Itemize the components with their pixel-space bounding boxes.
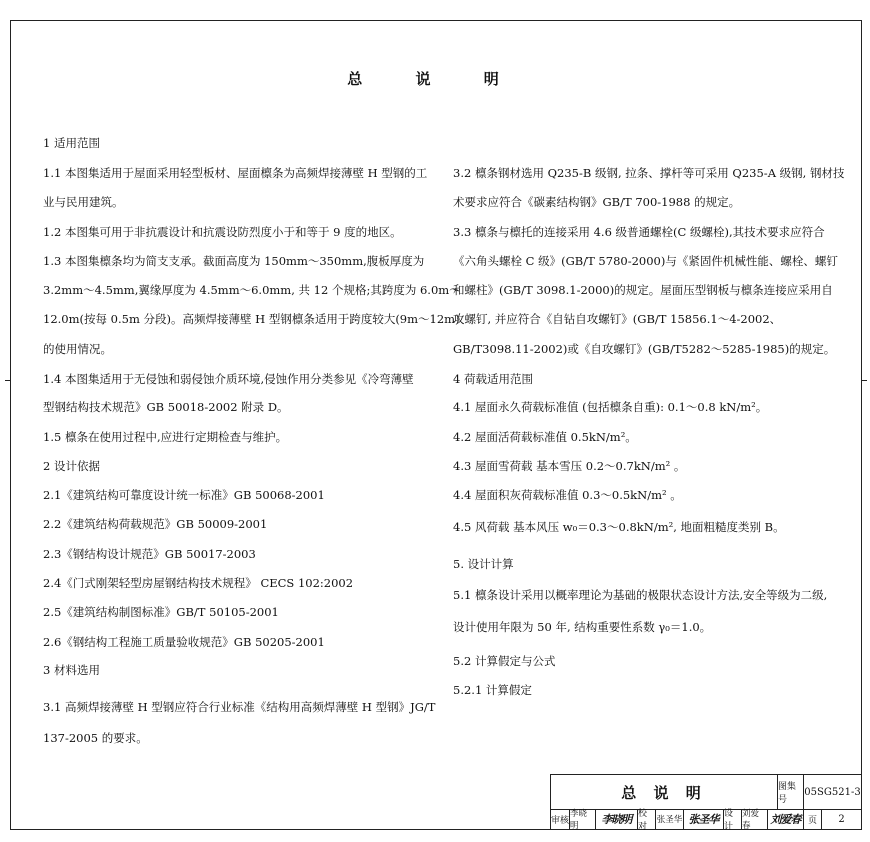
checker-signature: 张圣华 (683, 809, 723, 829)
text-line: 5.2 计算假定与公式 (453, 654, 556, 668)
page-title: 总 说 明 (347, 70, 523, 88)
text-line: 攻螺钉, 并应符合《自钻自攻螺钉》(GB/T 15856.1～4-2002、 (453, 312, 782, 326)
text-line: 《六角头螺栓 C 级》(GB/T 5780-2000)与《紧固件机械性能、螺栓、螺钉 (453, 254, 838, 268)
page-label: 页 (803, 809, 821, 829)
text-line: 1.1 本图集适用于屋面采用轻型板材、屋面檩条为高频焊接薄壁 H 型钢的工 (43, 166, 428, 180)
designer-signature: 刘爱春 (767, 809, 803, 829)
atlas-no: 05SG521-3 (803, 775, 861, 809)
reviewer-signature: 李晓明 (595, 809, 637, 829)
text-line: 2.2《建筑结构荷载规范》GB 50009-2001 (43, 517, 268, 531)
text-line: 2.4《门式刚架轻型房屋钢结构技术规程》 CECS 102:2002 (43, 576, 354, 590)
text-line: 2.1《建筑结构可靠度设计统一标准》GB 50068-2001 (43, 488, 325, 502)
text-line: 2 设计依据 (43, 459, 100, 473)
text-line: 1.3 本图集檩条均为简支支承。截面高度为 150mm～350mm,腹板厚度为 (43, 254, 425, 268)
text-line: 型钢结构技术规范》GB 50018-2002 附录 D。 (43, 400, 289, 414)
text-line: 4.5 风荷载 基本风压 w₀＝0.3～0.8kN/m², 地面粗糙度类别 B。 (453, 520, 785, 534)
text-line: GB/T3098.11-2002)或《自攻螺钉》(GB/T5282～5285-1985)的规定。 (453, 342, 836, 356)
text-line: 137-2005 的要求。 (43, 731, 148, 745)
text-line: 2.6《钢结构工程施工质量验收规范》GB 50205-2001 (43, 635, 325, 649)
frame-tick (862, 380, 867, 381)
sheet-title: 总 说 明 (621, 783, 707, 802)
atlas-no-label: 图集号 (777, 775, 803, 809)
text-line: 4.4 屋面积灰荷载标准值 0.3～0.5kN/m² 。 (453, 488, 682, 502)
text-line: 3 材料选用 (43, 663, 100, 677)
title-block (550, 774, 862, 830)
text-line: 4 荷载适用范围 (453, 372, 533, 386)
text-line: 3.2mm～4.5mm,翼缘厚度为 4.5mm～6.0mm, 共 12 个规格;其跨度为 6.0m～ (43, 283, 461, 297)
checker-name: 张圣华 (655, 809, 683, 829)
text-line: 术要求应符合《碳素结构钢》GB/T 700-1988 的规定。 (453, 195, 741, 209)
text-line: 5.2.1 计算假定 (453, 683, 532, 697)
page-number: 2 (821, 809, 861, 829)
text-line: 4.1 屋面永久荷载标准值 (包括檩条自重): 0.1～0.8 kN/m²。 (453, 400, 768, 414)
text-line: 5. 设计计算 (453, 557, 514, 571)
text-line: 5.1 檩条设计采用以概率理论为基础的极限状态设计方法,安全等级为二级, (453, 588, 828, 602)
text-line: 3.3 檩条与檩托的连接采用 4.6 级普通螺栓(C 级螺栓),其技术要求应符合 (453, 225, 825, 239)
text-line: 的使用情况。 (43, 342, 112, 356)
check-label: 校对 (637, 809, 655, 829)
text-line: 4.3 屋面雪荷载 基本雪压 0.2～0.7kN/m² 。 (453, 459, 686, 473)
design-label: 设计 (723, 809, 741, 829)
text-line: 1 适用范围 (43, 136, 100, 150)
text-line: 业与民用建筑。 (43, 195, 124, 209)
text-line: 设计使用年限为 50 年, 结构重要性系数 γ₀＝1.0。 (453, 620, 712, 634)
text-line: 和螺柱》(GB/T 3098.1-2000)的规定。屋面压型钢板与檩条连接应采用自 (453, 283, 833, 297)
text-line: 4.2 屋面活荷载标准值 0.5kN/m²。 (453, 430, 637, 444)
reviewer-name: 李晓明 (569, 809, 595, 829)
title-block-row-bottom (551, 809, 861, 832)
text-line: 1.2 本图集可用于非抗震设计和抗震设防烈度小于和等于 9 度的地区。 (43, 225, 402, 239)
text-line: 1.4 本图集适用于无侵蚀和弱侵蚀介质环境,侵蚀作用分类参见《冷弯薄壁 (43, 372, 414, 386)
text-line: 12.0m(按每 0.5m 分段)。高频焊接薄壁 H 型钢檩条适用于跨度较大(9m～12m) (43, 312, 460, 326)
text-line: 1.5 檩条在使用过程中,应进行定期检查与维护。 (43, 430, 288, 444)
title-block-row-top (551, 775, 861, 810)
text-line: 2.5《建筑结构制图标准》GB/T 50105-2001 (43, 605, 279, 619)
text-line: 3.2 檩条钢材选用 Q235-B 级钢, 拉条、撑杆等可采用 Q235-A 级钢, 钢材技 (453, 166, 845, 180)
designer-name: 刘爱春 (741, 809, 767, 829)
frame-tick (5, 380, 10, 381)
text-line: 2.3《钢结构设计规范》GB 50017-2003 (43, 547, 256, 561)
review-label: 审核 (551, 815, 570, 826)
text-line: 3.1 高频焊接薄壁 H 型钢应符合行业标准《结构用高频焊薄壁 H 型钢》JG/T (43, 700, 436, 714)
